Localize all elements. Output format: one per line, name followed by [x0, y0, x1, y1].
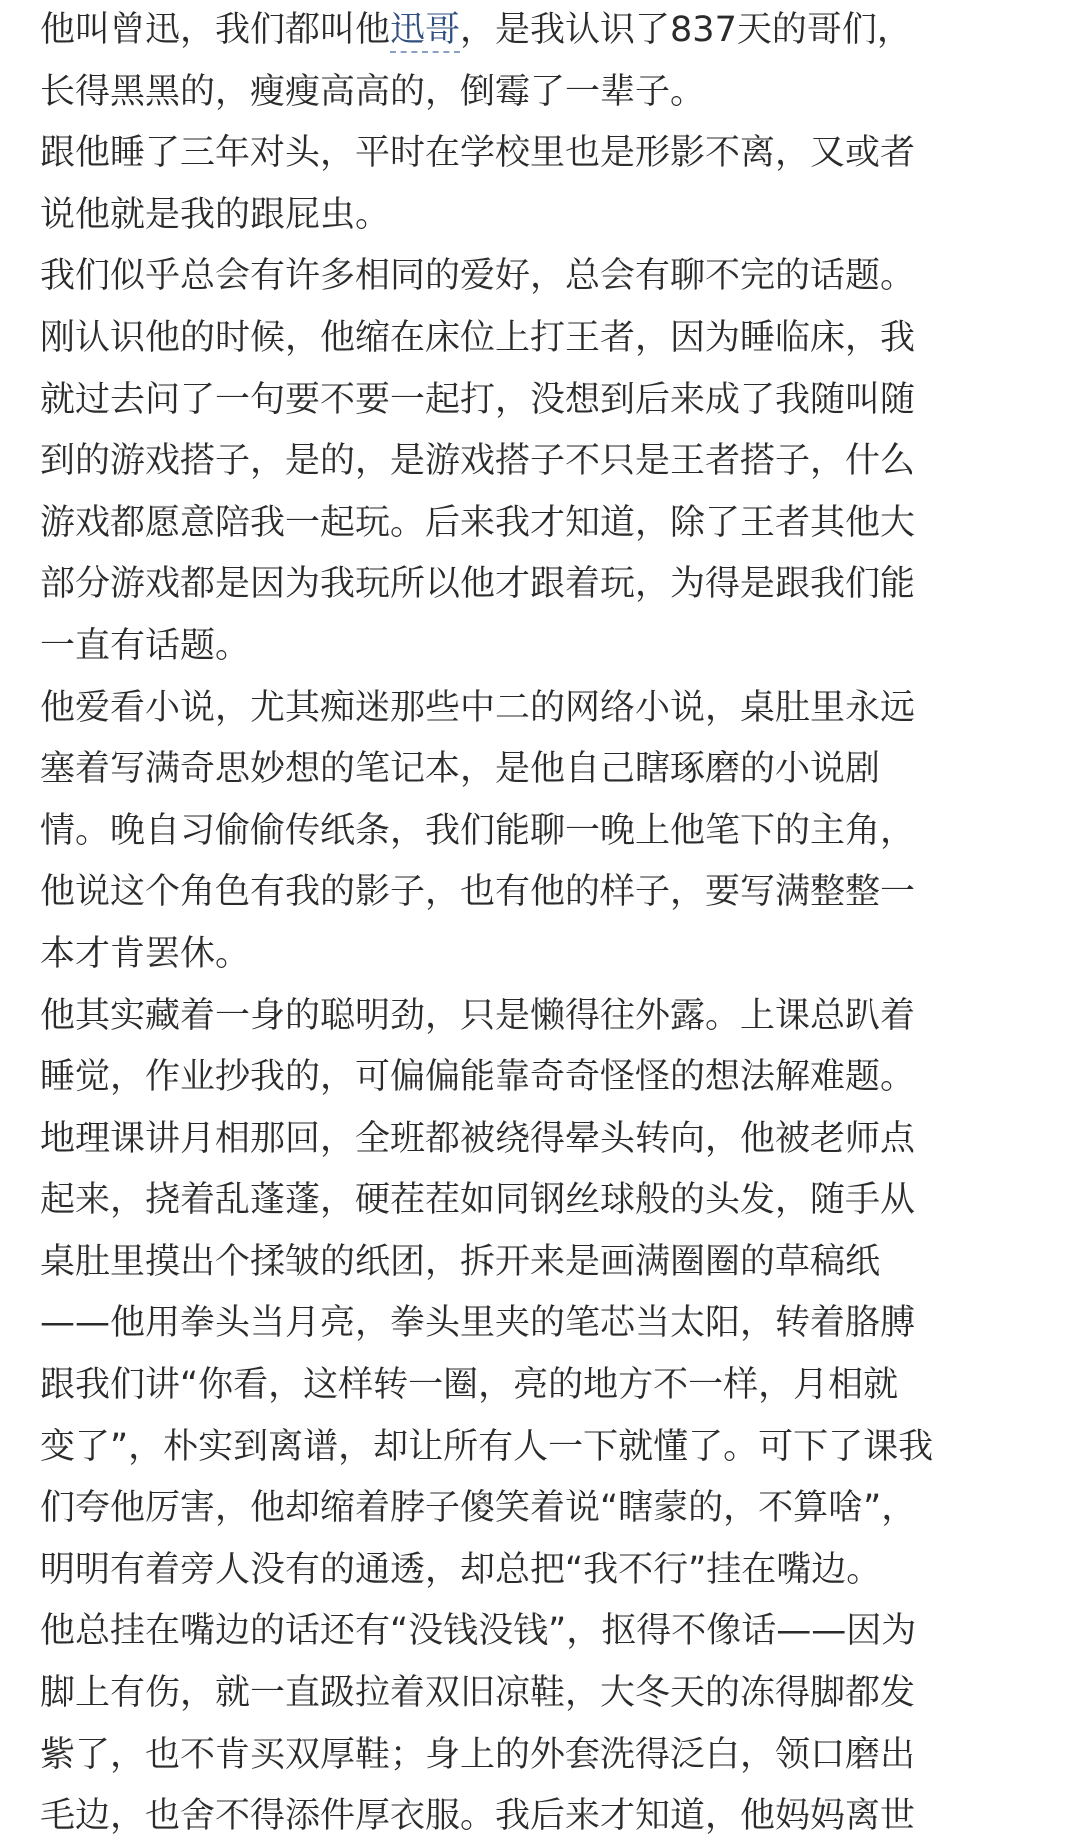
- text-line: 变了”，朴实到离谱，却让所有人一下就懂了。可下了课我: [40, 1426, 934, 1467]
- text-line: 部分游戏都是因为我玩所以他才跟着玩，为得是跟我们能: [40, 564, 916, 605]
- text-line: ——他用拳头当月亮，拳头里夹的笔芯当太阳，转着胳膊: [40, 1303, 916, 1344]
- nickname-link[interactable]: 迅哥: [390, 10, 460, 53]
- text-line: 刚认识他的时候，他缩在床位上打王者，因为睡临床，我: [40, 317, 916, 358]
- text-line: 游戏都愿意陪我一起玩。后来我才知道，除了王者其他大: [40, 502, 916, 543]
- text-line: 到的游戏搭子，是的，是游戏搭子不只是王者搭子，什么: [40, 441, 916, 482]
- text-line: 明明有着旁人没有的通透，却总把“我不行”挂在嘴边。: [40, 1549, 882, 1590]
- text-line: 桌肚里摸出个揉皱的纸团，拆开来是画满圈圈的草稿纸: [40, 1241, 881, 1282]
- text-line: 我们似乎总会有许多相同的爱好，总会有聊不完的话题。: [40, 256, 916, 297]
- text-segment: ，是我认识了837天的哥们，: [460, 10, 912, 50]
- text-line: 地理课讲月相那回，全班都被绕得晕头转向，他被老师点: [40, 1118, 916, 1159]
- text-line: 起来，挠着乱蓬蓬，硬茬茬如同钢丝球般的头发，随手从: [40, 1180, 916, 1221]
- text-line: 脚上有伤，就一直趿拉着双旧凉鞋，大冬天的冻得脚都发: [40, 1673, 916, 1714]
- text-line: 跟我们讲“你看，这样转一圈，亮的地方不一样，月相就: [40, 1365, 899, 1406]
- article-body: [40, 0, 1040, 1848]
- text-line: 紫了，也不肯买双厚鞋；身上的外套洗得泛白，领口磨出: [40, 1734, 916, 1775]
- text-line: 一直有话题。: [40, 625, 251, 666]
- text-segment: 他叫曾迅，我们都叫他: [40, 10, 391, 50]
- text-line: 本才肯罢休。: [40, 933, 251, 974]
- text-line: 说他就是我的跟屁虫。: [40, 194, 391, 235]
- text-line: [40, 0, 1040, 62]
- text-line: 睡觉，作业抄我的，可偏偏能靠奇奇怪怪的想法解难题。: [40, 1057, 916, 1098]
- text-line: 塞着写满奇思妙想的笔记本，是他自己瞎琢磨的小说剧: [40, 749, 881, 790]
- text-line: 就过去问了一句要不要一起打，没想到后来成了我随叫随: [40, 379, 916, 420]
- text-line: 跟他睡了三年对头，平时在学校里也是形影不离，又或者: [40, 133, 916, 174]
- text-line: 们夸他厉害，他却缩着脖子傻笑着说“瞎蒙的，不算啥”，: [40, 1488, 917, 1529]
- text-line: 他总挂在嘴边的话还有“没钱没钱”，抠得不像话——因为: [40, 1611, 917, 1652]
- text-line: 他说这个角色有我的影子，也有他的样子，要写满整整一: [40, 872, 916, 913]
- text-line: 长得黑黑的，瘦瘦高高的，倒霉了一辈子。: [40, 71, 706, 112]
- text-line: 他爱看小说，尤其痴迷那些中二的网络小说，桌肚里永远: [40, 687, 916, 728]
- text-line: 他其实藏着一身的聪明劲，只是懒得往外露。上课总趴着: [40, 995, 916, 1036]
- text-line: 毛边，也舍不得添件厚衣服。我后来才知道，他妈妈离世: [40, 1796, 916, 1837]
- text-line: 情。晚自习偷偷传纸条，我们能聊一晚上他笔下的主角，: [40, 810, 916, 851]
